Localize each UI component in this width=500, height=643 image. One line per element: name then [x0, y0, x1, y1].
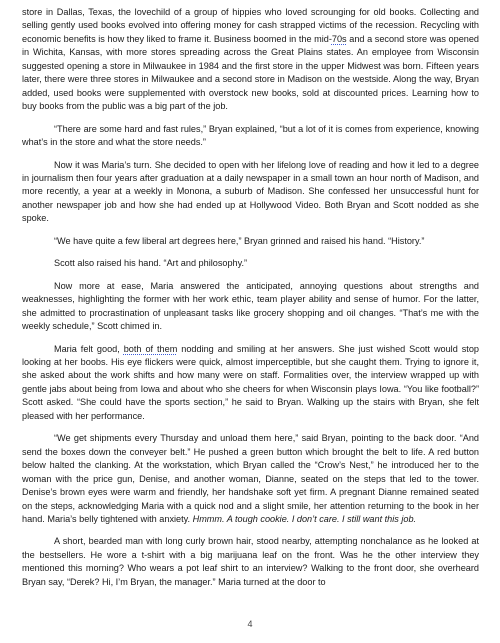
body-text: [22, 6, 479, 589]
text-run: store in Dallas, Texas, the lovechild of a group of hippies who loved scrounging for old books. Collecting and selling gently used books evolved into offering money for cash strapped victims of the recession. Recycling with economic benefits is how they liked to frame it. Business boomed in the mid-: [22, 7, 479, 44]
paragraph: [22, 123, 479, 150]
paragraph: [22, 6, 479, 114]
text-run: Now more at ease, Maria answered the anticipated, annoying questions about strengths and weaknesses, highlighting the former with her work ethic, team player ability and sense of humor. For the latter, she admitted to procrastination of unpleasant tasks like grocery shopping and oil changes. “That’s me with the weekly schedule,” Scott chimed in.: [22, 280, 479, 332]
text-run: “We get shipments every Thursday and unload them here,” said Bryan, pointing to the back door. “And send the boxes down the conveyer belt.” He pushed a green button which brought the belt to life. A red button below halted the clanking. At the workstation, which Bryan called the “Crow’s Nest,” he introduced her to the woman with the price gun, Denise, and another woman, Dianne, seated on the steps that led to the tower. Denise’s brown eyes were warm and friendly, her handshake soft yet firm. A pregnant Dianne remained seated on the steps, acknowledging Maria with a quick nod and a slight smile, her attention returning to the book in her hand. Maria’s belly tightened with anxiety.: [22, 433, 479, 524]
paragraph: [22, 535, 479, 589]
grammar-flag: both of them: [123, 343, 178, 354]
text-run: Maria felt good,: [54, 343, 124, 354]
paragraph: [22, 235, 479, 248]
text-run: A short, bearded man with long curly brown hair, stood nearby, attempting nonchalance as he looked at the bestsellers. He wore a t-shirt with a big marijuana leaf on the front. Was he the other interview they mentioned this morning? Who wears a pot leaf shirt to an interview? Walking to the front door, she overheard Bryan say, “Derek? Hi, I’m Bryan, the manager.” Maria turned at the door to: [22, 536, 479, 587]
text-run: “There are some hard and fast rules,” Bryan explained, “but a lot of it is comes from experience, knowing what’s in the store and what the store needs.”: [22, 123, 479, 148]
text-run: Now it was Maria’s turn. She decided to open with her lifelong love of reading and how it led to a degree in journalism then four years after graduation at a daily newspaper in a small town an hour north of Madison, and more recently, a year at a weekly in Monona, a suburb of Madison. She confessed her unsuccessful hunt for another newspaper job and how she had ended up at Hollywood Video. Both Bryan and Scott nodded as she spoke.: [22, 159, 479, 224]
spellcheck-flag: 70s: [331, 33, 347, 44]
text-run: Scott also raised his hand. “Art and philosophy.”: [54, 258, 248, 269]
text-run: nodding and smiling at her answers. She just wished Scott would stop looking at her boobs. His eye flickers were quick, almost imperceptible, but she caught them. Trying to ignore it, she asked about the work shifts and how many were on staff. Formalities over, the interview wrapped up with gentle jabs about being from Iowa and about who she cheers for when Wisconsin plays Iowa. “You like football?” Scott asked. “She could have the sports section,” he said to Bryan. Walking up the stairs with Bryan, she felt pleased with her performance.: [22, 343, 479, 421]
italic-thought: Hmmm. A tough cookie. I don’t care. I still want this job.: [192, 513, 417, 524]
paragraph: [22, 159, 479, 226]
paragraph: [22, 343, 479, 424]
text-run: “We have quite a few liberal art degrees here,” Bryan grinned and raised his hand. “History.”: [54, 235, 425, 246]
paragraph: [22, 257, 479, 270]
paragraph: [22, 280, 479, 334]
paragraph: [22, 432, 479, 526]
text-run: and a second store was opened in Wichita, Kansas, with more stores spreading across the Great Plains states. An employee from Wisconsin suggested opening a store in Milwaukee in 1984 and the first store in the upper Midwest was born. Fifteen years later, there were three stores in Milwaukee and a second store in Madison on the westside. Along the way, Bryan added, used books were supplemented with overstock new books, sold at discounted prices. Learning how to buy books from the public was a big part of the job.: [22, 33, 479, 112]
page-number: 4: [247, 619, 253, 629]
